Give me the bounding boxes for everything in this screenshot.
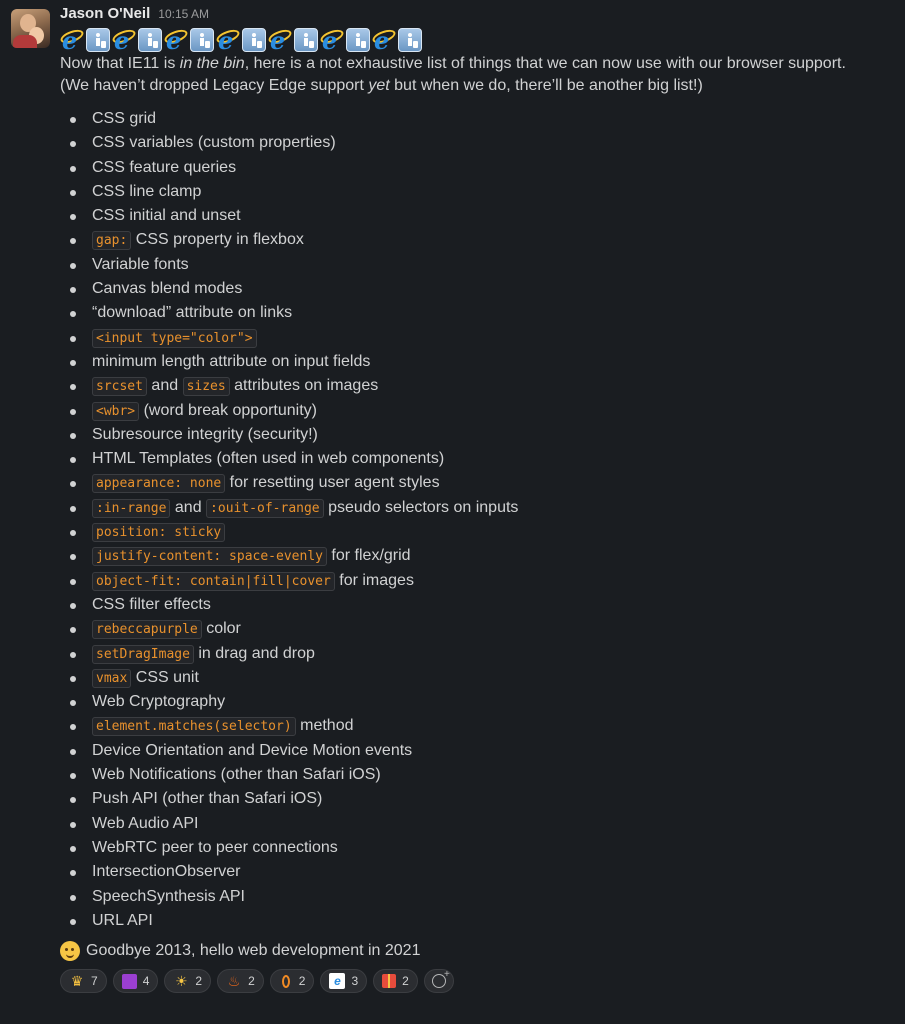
list-item-text: (word break opportunity)	[139, 401, 317, 419]
bullet	[70, 773, 76, 779]
bullet	[70, 311, 76, 317]
list-item	[60, 228, 895, 252]
inline-code: element.matches(selector)	[92, 717, 296, 736]
list-item	[60, 763, 895, 787]
list-item-text: for images	[334, 571, 414, 589]
list-item-text: Web Cryptography	[92, 693, 226, 711]
list-item	[60, 569, 895, 593]
bullet	[70, 676, 76, 682]
inline-code: :in-range	[92, 499, 170, 518]
in-the-bin-icon	[190, 28, 214, 52]
in-the-bin-icon	[138, 28, 162, 52]
in-the-bin-icon	[294, 28, 318, 52]
list-item	[60, 617, 895, 641]
outro-text: Goodbye 2013, hello web development in 2021	[86, 942, 421, 960]
list-item	[60, 666, 895, 690]
in-the-bin-icon	[346, 28, 370, 52]
bullet	[70, 457, 76, 463]
bullet	[70, 238, 76, 244]
inline-code: setDragImage	[92, 645, 194, 664]
bullet	[70, 481, 76, 487]
bullet	[70, 895, 76, 901]
reaction-sun[interactable]	[164, 969, 211, 993]
bullet	[70, 166, 76, 172]
inline-code: appearance: none	[92, 474, 225, 493]
list-item-text: HTML Templates (often used in web components)	[92, 450, 445, 468]
bullet	[70, 409, 76, 415]
list-item	[60, 204, 895, 228]
inline-code: vmax	[92, 669, 131, 688]
bullet	[70, 603, 76, 609]
bullet	[70, 530, 76, 536]
list-item-text: Push API (other than Safari iOS)	[92, 790, 323, 808]
inline-code: <input type="color">	[92, 329, 257, 348]
inline-code: justify-content: space-evenly	[92, 547, 327, 566]
bullet	[70, 870, 76, 876]
list-item	[60, 180, 895, 204]
feature-list	[60, 107, 895, 933]
bee-icon: ♛	[70, 973, 84, 990]
list-item	[60, 544, 895, 568]
reaction-count: 2	[298, 974, 306, 989]
inline-code: gap:	[92, 231, 131, 250]
bullet	[70, 919, 76, 925]
list-item-text: for resetting user agent styles	[225, 474, 440, 492]
bullet	[70, 652, 76, 658]
list-item	[60, 156, 895, 180]
list-item-text: for flex/grid	[326, 547, 411, 565]
outro-line	[60, 941, 895, 961]
list-item	[60, 642, 895, 666]
add-emoji-icon: +	[432, 974, 446, 988]
intro2-emphasis: yet	[368, 77, 390, 94]
ie-icon: e	[60, 28, 84, 52]
bullet	[70, 579, 76, 585]
list-item-text: Variable fonts	[92, 255, 189, 273]
reaction-count: 2	[248, 974, 255, 989]
bullet	[70, 700, 76, 706]
list-item	[60, 739, 895, 763]
list-item	[60, 860, 895, 884]
list-item	[60, 131, 895, 155]
list-item	[60, 277, 895, 301]
list-item-text: Device Orientation and Device Motion events	[92, 741, 413, 759]
inline-code: <wbr>	[92, 402, 139, 421]
bullet	[70, 214, 76, 220]
intro2-before: (We haven’t dropped Legacy Edge support	[60, 77, 369, 94]
list-item-text: SpeechSynthesis API	[92, 887, 245, 905]
list-item	[60, 423, 895, 447]
list-item-text: and	[170, 498, 207, 516]
bullet	[70, 797, 76, 803]
reaction-purple-square[interactable]	[113, 969, 159, 993]
emoji-row	[60, 27, 895, 53]
reaction-count: 7	[91, 974, 98, 989]
list-item-text: and	[146, 377, 183, 395]
bullet	[70, 117, 76, 123]
inline-code: position: sticky	[92, 523, 225, 542]
list-item	[60, 690, 895, 714]
list-item-text: CSS grid	[92, 110, 157, 127]
intro-emphasis: in the bin	[179, 55, 245, 72]
timestamp[interactable]: 10:15 AM	[158, 7, 209, 21]
intro2-text	[60, 75, 895, 97]
bullet	[70, 384, 76, 390]
list-item-text: IntersectionObserver	[92, 863, 241, 881]
reaction-count: 2	[195, 974, 203, 989]
reaction-gift[interactable]	[373, 969, 418, 993]
list-item	[60, 471, 895, 495]
list-item	[60, 836, 895, 860]
avatar-shirt	[13, 35, 37, 48]
intro-before: Now that IE11 is	[60, 55, 180, 72]
intro-text	[60, 53, 895, 75]
list-item	[60, 374, 895, 398]
list-item	[60, 253, 895, 277]
sun-icon: ☀	[175, 973, 188, 990]
list-item-text: Web Notifications (other than Safari iOS)	[92, 766, 381, 784]
bullet	[70, 749, 76, 755]
list-item-text: Subresource integrity (security!)	[92, 425, 318, 443]
list-item	[60, 350, 895, 374]
ie-icon: e	[320, 28, 344, 52]
bullet	[70, 724, 76, 730]
list-item-text: CSS feature queries	[92, 158, 237, 176]
list-item-text: CSS line clamp	[92, 182, 202, 200]
bullet	[70, 822, 76, 828]
bullet	[70, 433, 76, 439]
list-item	[60, 496, 895, 520]
inline-code: object-fit: contain|fill|cover	[92, 572, 335, 591]
list-item	[60, 301, 895, 325]
list-item	[60, 885, 895, 909]
avatar[interactable]	[11, 9, 50, 48]
list-item-text: CSS unit	[131, 668, 199, 686]
bullet	[70, 141, 76, 147]
bullet	[70, 336, 76, 342]
ie-icon: e	[268, 28, 292, 52]
bullet	[70, 846, 76, 852]
list-item	[60, 107, 895, 131]
list-item	[60, 593, 895, 617]
bullet	[70, 263, 76, 269]
intro-after: , here is a not exhaustive list of things that we can now use with our browser support.	[244, 55, 846, 72]
reaction-zero[interactable]	[270, 969, 315, 993]
add-reaction-button[interactable]	[424, 969, 454, 993]
reactions-bar	[60, 969, 895, 993]
list-item-text: color	[201, 620, 241, 638]
list-item	[60, 787, 895, 811]
list-item	[60, 909, 895, 933]
list-item	[60, 520, 895, 544]
bullet	[70, 287, 76, 293]
list-item-text: CSS property in flexbox	[131, 231, 304, 249]
bullet	[70, 190, 76, 196]
list-item-text: attributes on images	[229, 377, 379, 395]
inline-code: srcset	[92, 377, 147, 396]
ie-sticker-icon: e	[329, 973, 345, 989]
ie-icon: e	[372, 28, 396, 52]
zero-icon	[282, 975, 290, 988]
ie-icon: e	[112, 28, 136, 52]
ie-icon: e	[216, 28, 240, 52]
bullet	[70, 554, 76, 560]
list-item	[60, 399, 895, 423]
purple-square-icon	[122, 974, 137, 989]
gift-icon	[382, 974, 396, 988]
reaction-count: 2	[402, 974, 409, 989]
message-header	[60, 5, 895, 27]
inline-code: sizes	[183, 377, 230, 396]
list-item-text: CSS initial and unset	[92, 207, 241, 225]
intro2-after: but when we do, there’ll be another big list!)	[389, 77, 703, 94]
reaction-fire[interactable]	[217, 969, 264, 993]
ie-icon: e	[164, 28, 188, 52]
list-item-text: in drag and drop	[193, 644, 315, 662]
reaction-count: 4	[142, 974, 150, 989]
reaction-count: 3	[351, 974, 359, 989]
in-the-bin-icon	[86, 28, 110, 52]
list-item	[60, 326, 895, 350]
reaction-ie-sticker[interactable]	[320, 969, 367, 993]
inline-code: :ouit-of-range	[206, 499, 324, 518]
list-item	[60, 812, 895, 836]
bullet	[70, 506, 76, 512]
list-item-text: CSS filter effects	[92, 595, 211, 613]
list-item-text: method	[295, 717, 354, 735]
in-the-bin-icon	[242, 28, 266, 52]
reaction-bee[interactable]	[60, 969, 107, 993]
message-body	[60, 5, 895, 993]
list-item-text: pseudo selectors on inputs	[323, 498, 519, 516]
inline-code: rebeccapurple	[92, 620, 202, 639]
list-item	[60, 447, 895, 471]
list-item-text: WebRTC peer to peer connections	[92, 838, 338, 856]
list-item-text: Web Audio API	[92, 814, 199, 832]
fire-icon: ♨	[227, 973, 241, 990]
list-item-text: “download” attribute on links	[92, 304, 293, 322]
list-item-text: minimum length attribute on input fields	[92, 352, 371, 370]
bullet	[70, 627, 76, 633]
list-item-text: CSS variables (custom properties)	[92, 134, 336, 152]
list-item-text: URL API	[92, 911, 153, 929]
list-item	[60, 714, 895, 738]
list-item-text: Canvas blend modes	[92, 280, 243, 298]
author-name[interactable]: Jason O'Neil	[60, 5, 151, 22]
bullet	[70, 360, 76, 366]
saluting-face-icon	[60, 941, 80, 961]
in-the-bin-icon	[398, 28, 422, 52]
